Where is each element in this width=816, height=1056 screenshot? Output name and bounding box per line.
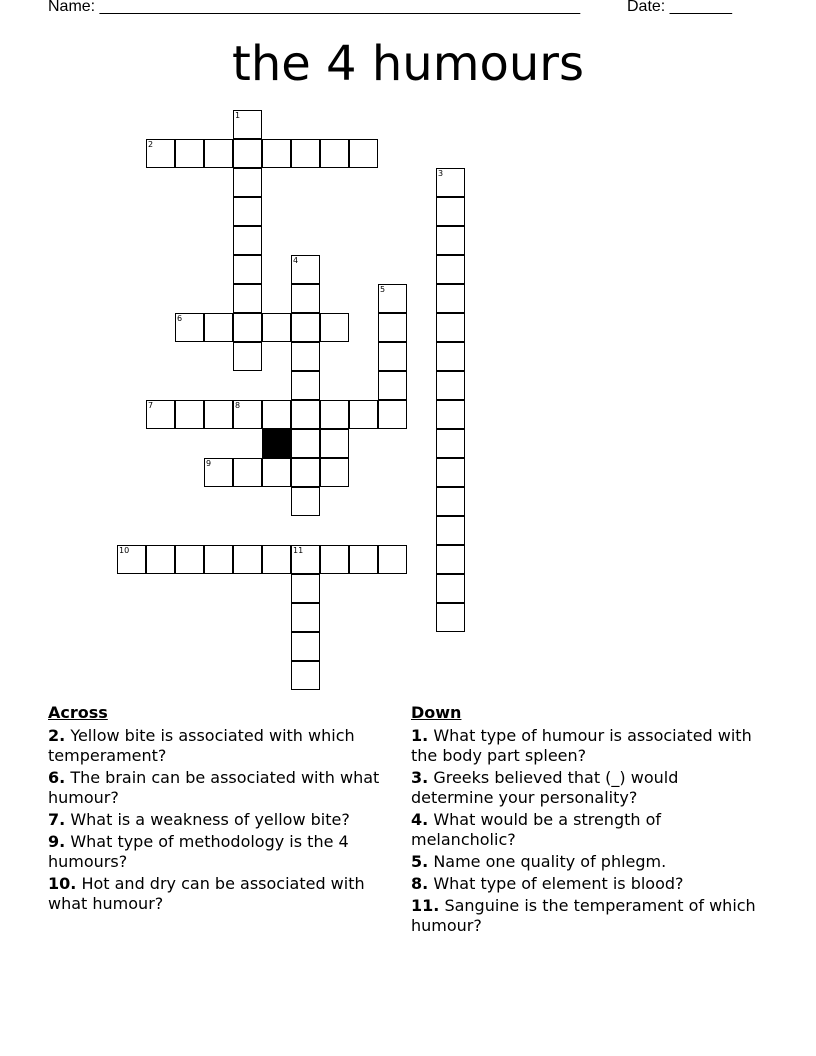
- clue-item-text: Name one quality of phlegm.: [433, 852, 667, 871]
- clue-item: [411, 768, 756, 808]
- name-field-label: Name: ______________________________________________________: [48, 0, 581, 15]
- grid-cell[interactable]: [204, 400, 233, 429]
- clue-item-number: 11.: [411, 896, 440, 915]
- clue-number: 1: [235, 111, 241, 120]
- grid-cell[interactable]: [320, 400, 349, 429]
- clue-item-text: Hot and dry can be associated with what humour?: [48, 874, 365, 913]
- clue-item-text: What is a weakness of yellow bite?: [70, 810, 350, 829]
- grid-cell[interactable]: [378, 284, 407, 313]
- grid-cell[interactable]: [233, 400, 262, 429]
- grid-cell[interactable]: [262, 545, 291, 574]
- clue-item-text: What type of element is blood?: [433, 874, 684, 893]
- grid-cell[interactable]: [233, 110, 262, 139]
- grid-cell[interactable]: [436, 255, 465, 284]
- clue-item: [48, 874, 393, 914]
- grid-cell[interactable]: [233, 226, 262, 255]
- clue-item-text: What type of humour is associated with the body part spleen?: [411, 726, 752, 765]
- clue-item: [48, 768, 393, 808]
- grid-cell[interactable]: [146, 139, 175, 168]
- clue-number: 11: [293, 546, 304, 555]
- clue-number: 3: [438, 169, 444, 178]
- clue-item-text: The brain can be associated with what humour?: [48, 768, 380, 807]
- grid-cell[interactable]: [349, 139, 378, 168]
- grid-cell[interactable]: [233, 197, 262, 226]
- grid-cell[interactable]: [291, 255, 320, 284]
- grid-cell[interactable]: [291, 574, 320, 603]
- clue-number: 7: [148, 401, 154, 410]
- grid-cell[interactable]: [436, 284, 465, 313]
- clue-item: [411, 896, 756, 936]
- clue-number: 5: [380, 285, 386, 294]
- grid-cell[interactable]: [262, 139, 291, 168]
- black-cell: [262, 429, 291, 458]
- grid-cell[interactable]: [291, 371, 320, 400]
- down-heading: Down: [411, 703, 462, 722]
- grid-cell[interactable]: [291, 139, 320, 168]
- clue-item-number: 6.: [48, 768, 66, 787]
- grid-cell[interactable]: [262, 458, 291, 487]
- grid-cell[interactable]: [436, 458, 465, 487]
- clue-item-text: Greeks believed that (_) would determine your personality?: [411, 768, 679, 807]
- clue-item-number: 9.: [48, 832, 66, 851]
- grid-cell[interactable]: [378, 313, 407, 342]
- grid-cell[interactable]: [291, 284, 320, 313]
- clue-item-number: 1.: [411, 726, 429, 745]
- grid-cell[interactable]: [436, 545, 465, 574]
- clue-item: [48, 832, 393, 872]
- grid-cell[interactable]: [233, 139, 262, 168]
- grid-cell[interactable]: [204, 545, 233, 574]
- grid-cell[interactable]: [378, 545, 407, 574]
- clue-item-number: 7.: [48, 810, 66, 829]
- grid-cell[interactable]: [320, 139, 349, 168]
- grid-cell[interactable]: [291, 400, 320, 429]
- grid-cell[interactable]: [436, 574, 465, 603]
- grid-cell[interactable]: [291, 313, 320, 342]
- grid-cell[interactable]: [233, 342, 262, 371]
- clue-item-number: 3.: [411, 768, 429, 787]
- grid-cell[interactable]: [291, 458, 320, 487]
- down-clues: [411, 703, 756, 938]
- clue-item: [411, 874, 756, 894]
- grid-cell[interactable]: [436, 197, 465, 226]
- grid-cell[interactable]: [233, 284, 262, 313]
- clue-item: [411, 852, 756, 872]
- grid-cell[interactable]: [175, 400, 204, 429]
- grid-cell[interactable]: [117, 545, 146, 574]
- clue-item-text: Yellow bite is associated with which temperament?: [48, 726, 355, 765]
- grid-cell[interactable]: [436, 487, 465, 516]
- grid-cell[interactable]: [378, 400, 407, 429]
- grid-cell[interactable]: [233, 168, 262, 197]
- clue-number: 6: [177, 314, 183, 323]
- clue-number: 8: [235, 401, 241, 410]
- grid-cell[interactable]: [291, 429, 320, 458]
- grid-cell[interactable]: [436, 429, 465, 458]
- grid-cell[interactable]: [436, 313, 465, 342]
- grid-cell[interactable]: [320, 545, 349, 574]
- clue-item-number: 2.: [48, 726, 66, 745]
- grid-cell[interactable]: [175, 139, 204, 168]
- grid-cell[interactable]: [320, 313, 349, 342]
- grid-cell[interactable]: [320, 458, 349, 487]
- clue-number: 2: [148, 140, 154, 149]
- grid-cell[interactable]: [291, 487, 320, 516]
- grid-cell[interactable]: [233, 458, 262, 487]
- grid-cell[interactable]: [262, 313, 291, 342]
- grid-cell[interactable]: [436, 603, 465, 632]
- clue-number: 10: [119, 546, 130, 555]
- grid-cell[interactable]: [436, 371, 465, 400]
- grid-cell[interactable]: [291, 545, 320, 574]
- page-title: the 4 humours: [232, 36, 584, 92]
- across-clue-list: [48, 726, 393, 914]
- grid-cell[interactable]: [175, 313, 204, 342]
- grid-cell[interactable]: [175, 545, 204, 574]
- clue-item-text: Sanguine is the temperament of which humour?: [411, 896, 756, 935]
- grid-cell[interactable]: [291, 342, 320, 371]
- clue-item: [48, 810, 393, 830]
- grid-cell[interactable]: [233, 313, 262, 342]
- grid-cell[interactable]: [436, 168, 465, 197]
- grid-cell[interactable]: [349, 400, 378, 429]
- clue-item: [411, 726, 756, 766]
- clue-number: 9: [206, 459, 212, 468]
- clue-item-number: 4.: [411, 810, 429, 829]
- clue-item: [411, 810, 756, 850]
- grid-cell[interactable]: [204, 458, 233, 487]
- grid-cell[interactable]: [262, 400, 291, 429]
- grid-cell[interactable]: [320, 429, 349, 458]
- clue-item-number: 8.: [411, 874, 429, 893]
- grid-cell[interactable]: [291, 603, 320, 632]
- grid-cell[interactable]: [436, 400, 465, 429]
- across-clues: [48, 703, 393, 916]
- clue-item-text: What would be a strength of melancholic?: [411, 810, 662, 849]
- clue-number: 4: [293, 256, 299, 265]
- grid-cell[interactable]: [146, 545, 175, 574]
- grid-cell[interactable]: [436, 342, 465, 371]
- clue-item-number: 10.: [48, 874, 77, 893]
- grid-cell[interactable]: [233, 545, 262, 574]
- grid-cell[interactable]: [204, 313, 233, 342]
- grid-cell[interactable]: [233, 255, 262, 284]
- clue-item-number: 5.: [411, 852, 429, 871]
- grid-cell[interactable]: [436, 226, 465, 255]
- grid-cell[interactable]: [291, 632, 320, 661]
- grid-cell[interactable]: [291, 661, 320, 690]
- down-clue-list: [411, 726, 756, 936]
- grid-cell[interactable]: [436, 516, 465, 545]
- date-field-label: Date: _______: [627, 0, 732, 15]
- grid-cell[interactable]: [349, 545, 378, 574]
- grid-cell[interactable]: [204, 139, 233, 168]
- grid-cell[interactable]: [378, 371, 407, 400]
- clue-item-text: What type of methodology is the 4 humours?: [48, 832, 349, 871]
- across-heading: Across: [48, 703, 108, 722]
- grid-cell[interactable]: [146, 400, 175, 429]
- grid-cell[interactable]: [378, 342, 407, 371]
- clue-item: [48, 726, 393, 766]
